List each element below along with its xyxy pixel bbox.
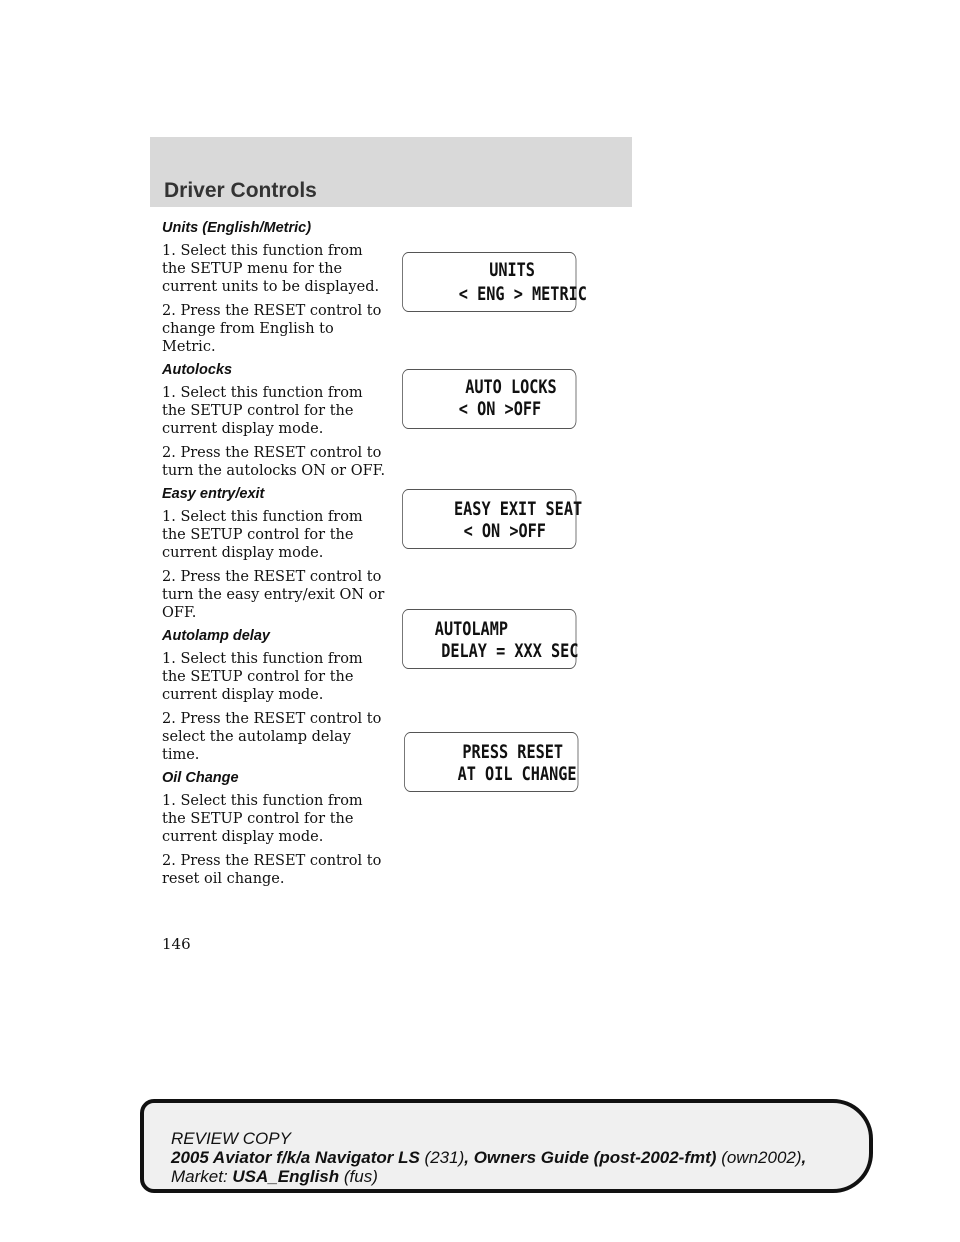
guide-code: (own2002) [721, 1148, 802, 1167]
step: 1. Select this function from the SETUP menu for the current units to be displayed. [162, 243, 380, 295]
market-label: Market: [171, 1167, 233, 1186]
autolamp-display [402, 609, 579, 669]
instructions-column [162, 220, 387, 894]
oil-change-heading: Oil Change [162, 770, 239, 786]
guide-name: Owners Guide (post-2002-fmt) [473, 1148, 717, 1167]
step: 1. Select this function from the SETUP control for the current display mode. [162, 509, 363, 561]
separator: , [801, 1148, 807, 1167]
section-header [150, 137, 632, 207]
display-line: DELAY = XXX SEC [441, 640, 579, 662]
easy-exit-display [402, 489, 583, 549]
market-code: (fus) [343, 1167, 378, 1186]
display-line: AT OIL CHANGE [457, 763, 577, 785]
easy-entry-heading: Easy entry/exit [162, 486, 265, 502]
autolamp-heading: Autolamp delay [162, 628, 270, 644]
model-code: (231) [424, 1148, 465, 1167]
step: 1. Select this function from the SETUP control for the current display mode. [162, 651, 363, 703]
display-line: < ON >OFF [458, 398, 542, 420]
display-line: AUTOLAMP [434, 618, 509, 640]
display-line: PRESS RESET [462, 741, 564, 763]
display-line: < ENG > METRIC [458, 283, 587, 305]
model-name: 2005 Aviator f/k/a Navigator LS [171, 1148, 420, 1167]
step: 1. Select this function from the SETUP control for the current display mode. [162, 385, 363, 437]
step: 2. Press the RESET control to turn the autolocks ON or OFF. [162, 445, 386, 479]
autolocks-display [402, 369, 576, 429]
review-copy-footer [140, 1099, 873, 1193]
units-heading: Units (English/Metric) [162, 220, 312, 236]
market-value: USA_English [232, 1167, 340, 1186]
step: 2. Press the RESET control to reset oil change. [162, 853, 382, 887]
review-copy-label: REVIEW COPY [171, 1129, 291, 1148]
oil-change-display [404, 732, 578, 792]
display-line: EASY EXIT SEAT [454, 498, 583, 520]
step: 2. Press the RESET control to select the autolamp delay time. [162, 711, 382, 763]
display-line: UNITS [489, 259, 535, 281]
page-number: 146 [162, 935, 191, 953]
section-title: Driver Controls [164, 179, 317, 202]
display-line: AUTO LOCKS [465, 376, 557, 398]
step: 2. Press the RESET control to turn the easy entry/exit ON or OFF. [162, 569, 385, 621]
step: 2. Press the RESET control to change from English to Metric. [162, 303, 382, 355]
display-line: < ON >OFF [463, 520, 546, 542]
step: 1. Select this function from the SETUP control for the current display mode. [162, 793, 363, 845]
autolocks-heading: Autolocks [162, 362, 233, 378]
separator: , [464, 1148, 474, 1167]
units-display [402, 252, 587, 312]
